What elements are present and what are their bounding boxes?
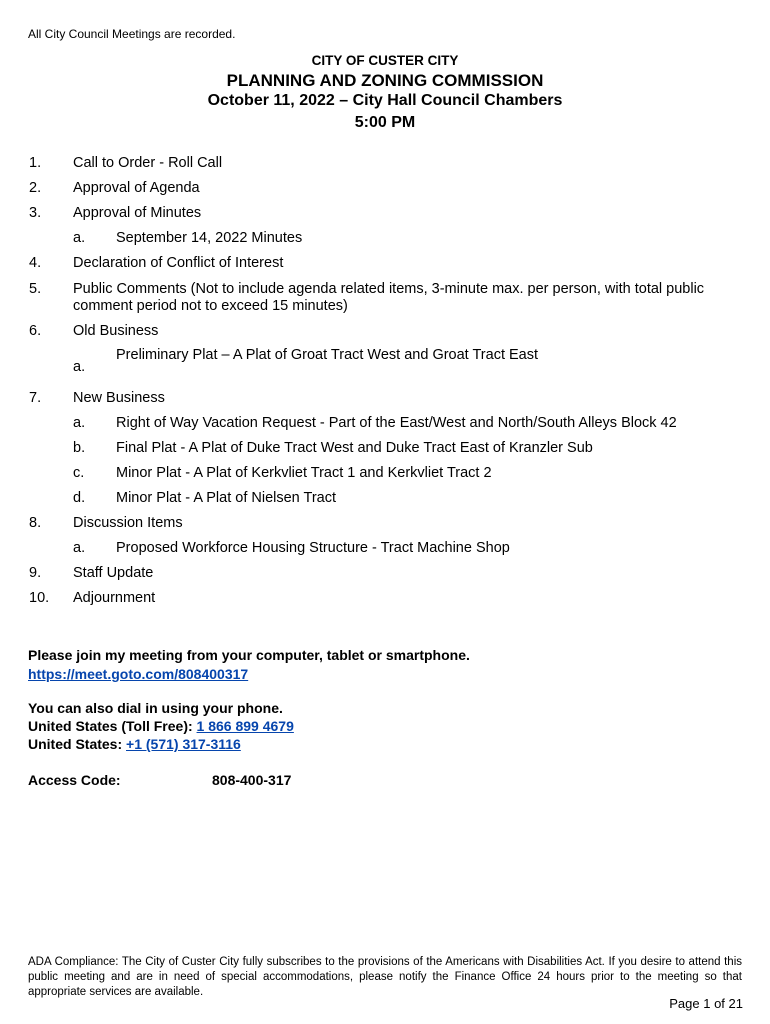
agenda-number: 1. bbox=[29, 155, 42, 171]
tollfree-line bbox=[28, 718, 294, 734]
subitem-text: Proposed Workforce Housing Structure - Tract Machine Shop bbox=[116, 540, 510, 556]
agenda-text: Approval of Minutes bbox=[73, 205, 202, 221]
meeting-link[interactable]: https://meet.goto.com/808400317 bbox=[28, 666, 249, 682]
subitem-text: Right of Way Vacation Request - Part of the East/West and North/South Alleys Block 42 bbox=[116, 415, 677, 431]
ada-compliance-notice: ADA Compliance: The City of Custer City fully subscribes to the provisions of the Americans with Disabilities Act. If you desire to attend this public meeting and are in need of special accommodations, please notify the Finance Office 24 hours prior to the meeting so that appropriate services are available. bbox=[28, 956, 742, 998]
subitem-text: Minor Plat - A Plat of Kerkvliet Tract 1 and Kerkvliet Tract 2 bbox=[116, 465, 492, 481]
us-phone-number-link[interactable]: +1 (571) 317-3116 bbox=[126, 736, 241, 752]
meeting-time: 5:00 PM bbox=[354, 114, 416, 131]
page-number: Page 1 of 21 bbox=[669, 996, 743, 1011]
meeting-date-location: October 11, 2022 – City Hall Council Chambers bbox=[207, 92, 563, 109]
subitem-text: Minor Plat - A Plat of Nielsen Tract bbox=[116, 490, 337, 506]
agenda-text: Call to Order - Roll Call bbox=[73, 155, 223, 171]
agenda-number: 9. bbox=[29, 565, 42, 581]
subitem-letter: a. bbox=[73, 540, 86, 556]
subitem-letter: d. bbox=[73, 490, 86, 506]
agenda-text: Staff Update bbox=[73, 565, 154, 581]
commission-title: PLANNING AND ZONING COMMISSION bbox=[226, 71, 544, 90]
subitem-text: Final Plat - A Plat of Duke Tract West and Duke Tract East of Kranzler Sub bbox=[116, 440, 593, 456]
subitem-letter: c. bbox=[73, 465, 85, 481]
agenda-number: 3. bbox=[29, 205, 42, 221]
agenda-number: 8. bbox=[29, 515, 42, 531]
agenda-text: Declaration of Conflict of Interest bbox=[73, 255, 284, 271]
city-name: CITY OF CUSTER CITY bbox=[311, 53, 459, 68]
agenda-number: 10. bbox=[29, 590, 50, 606]
subitem-letter: a. bbox=[73, 230, 86, 246]
agenda-text: Adjournment bbox=[73, 590, 156, 606]
agenda-number: 7. bbox=[29, 390, 42, 406]
agenda-number: 6. bbox=[29, 323, 42, 339]
agenda-text: New Business bbox=[73, 390, 165, 406]
subitem-letter: a. bbox=[73, 415, 86, 431]
agenda-text: Old Business bbox=[73, 323, 159, 339]
agenda-number: 2. bbox=[29, 180, 42, 196]
join-instructions: Please join my meeting from your computer, tablet or smartphone. bbox=[28, 647, 470, 663]
us-phone-label: United States: bbox=[28, 736, 123, 752]
tollfree-label: United States (Toll Free): bbox=[28, 718, 193, 734]
subitem-text: September 14, 2022 Minutes bbox=[116, 230, 303, 246]
subitem-text: Preliminary Plat – A Plat of Groat Tract West and Groat Tract East bbox=[116, 347, 539, 363]
tollfree-number-link[interactable]: 1 866 899 4679 bbox=[196, 718, 294, 734]
agenda-text: Discussion Items bbox=[73, 515, 183, 531]
agenda-number: 4. bbox=[29, 255, 42, 271]
access-code-label: Access Code: bbox=[28, 772, 121, 788]
agenda-number: 5. bbox=[29, 281, 42, 297]
recording-notice: All City Council Meetings are recorded. bbox=[28, 27, 236, 41]
access-code-value: 808-400-317 bbox=[212, 772, 292, 788]
agenda-text: Public Comments (Not to include agenda related items, 3-minute max. per person, with total public comment period not to exceed 15 minutes) bbox=[73, 281, 705, 314]
agenda-text: Approval of Agenda bbox=[73, 180, 200, 196]
subitem-letter: b. bbox=[73, 440, 86, 456]
dial-instructions: You can also dial in using your phone. bbox=[28, 700, 283, 716]
subitem-letter: a. bbox=[73, 359, 86, 375]
us-phone-line bbox=[28, 736, 241, 752]
